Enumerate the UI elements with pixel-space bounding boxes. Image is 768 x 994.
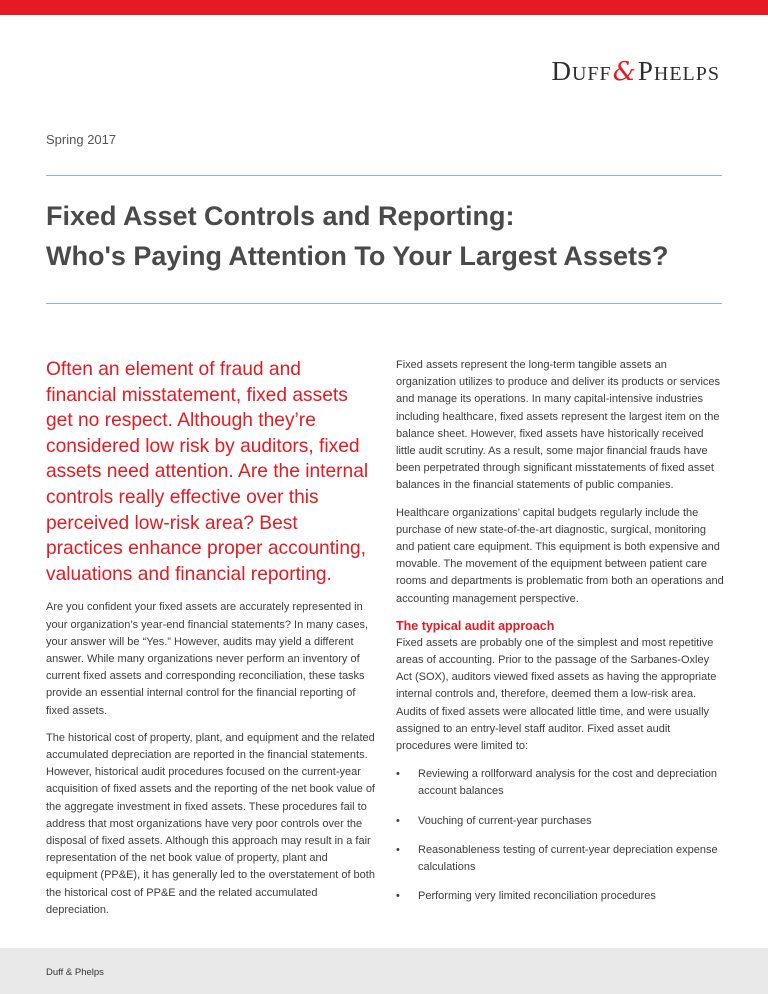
logo-text: UFF bbox=[571, 63, 612, 85]
bullet-icon: • bbox=[396, 843, 400, 856]
list-item bbox=[396, 766, 726, 800]
bullet-icon: • bbox=[396, 814, 400, 827]
body-paragraph: The historical cost of property, plant, and equipment and the related accumulated depreciation are reported in the financial statements. However, historical audit procedures focused on the current-year acquisition of fixed assets and the reporting of the net book value of the aggregate investment in fixed assets. These procedures fail to address that most organizations have very poor controls over the disposal of fixed assets. Although this approach may result in a fair representation of the net book value of property, plant and equipment (PP&E), it has generally led to the overstatement of both the historical cost of PP&E and the related accumulated depreciation. bbox=[46, 731, 375, 916]
body-paragraph: Fixed assets represent the long-term tangible assets an organization utilizes to produce and deliver its products or services and manage its operations. In many capital-intensive industries including healthcare, fixed assets represent the largest item on the balance sheet. However, fixed assets have historically received little audit scrutiny. As a result, some major financial frauds have been perpetrated through significant misstatements of fixed asset balances in the financial statements of public companies. bbox=[396, 359, 721, 492]
list-item-text: Vouching of current-year purchases bbox=[418, 814, 592, 827]
bullet-icon: • bbox=[396, 768, 400, 781]
bullet-icon: • bbox=[396, 890, 400, 903]
company-logo bbox=[551, 56, 720, 87]
lead-paragraph: Often an element of fraud and financial misstatement, fixed assets get no respect. Although they’re considered low risk by auditors, fixed assets need attention. Are the internal controls really effective over this perceived low-risk area? Best practices enhance proper accounting, valuations and financial reporting. bbox=[46, 359, 369, 585]
left-column bbox=[46, 357, 376, 929]
body-paragraph: Healthcare organizations’ capital budgets regularly include the purchase of new state-of-the-art diagnostic, surgical, monitoring and patient care equipment. This equipment is both expensive and movable. The movement of the equipment between patient care rooms and departments is problematic from both an operations and accounting management perspective. bbox=[396, 506, 724, 605]
audit-procedure-list bbox=[396, 766, 726, 905]
list-item-text: Reasonableness testing of current-year depreciation expense calculations bbox=[418, 843, 718, 874]
title-line-1: Fixed Asset Controls and Reporting: bbox=[46, 201, 515, 231]
list-item bbox=[396, 888, 726, 905]
list-item-text: Performing very limited reconciliation procedures bbox=[418, 890, 656, 903]
body-paragraph: Fixed assets are probably one of the simplest and most repetitive areas of accounting. Prior to the passage of the Sarbanes-Oxley Act (SOX), auditors viewed fixed assets as having the appropriate internal controls and, therefore, deemed them a low-risk area. Audits of fixed assets were allocated little time, and were usually assigned to an entry-level staff auditor. Fixed asset audit procedures were limited to: bbox=[396, 636, 717, 753]
body-paragraph: Are you confident your fixed assets are accurately represented in your organization’s year-end financial statements? In many cases, your answer will be “Yes.” However, audits may yield a different answer. While many organizations never perform an inventory of current fixed assets and corresponding reconciliation, these tasks provide an essential internal control for the financial reporting of fixed assets. bbox=[46, 601, 369, 717]
list-item-text: Reviewing a rollforward analysis for the cost and depreciation account balances bbox=[418, 768, 717, 798]
list-item bbox=[396, 842, 726, 876]
logo-text: HELPS bbox=[653, 63, 720, 85]
footer-company-name: Duff & Phelps bbox=[46, 967, 104, 978]
section-heading: The typical audit approach bbox=[396, 618, 555, 633]
list-item bbox=[396, 813, 726, 830]
logo-letter: P bbox=[637, 56, 654, 86]
right-column bbox=[396, 357, 726, 917]
divider-top bbox=[46, 175, 722, 176]
document-title bbox=[46, 196, 736, 276]
divider-bottom bbox=[46, 303, 722, 304]
logo-letter: D bbox=[551, 56, 572, 86]
top-accent-bar bbox=[0, 0, 768, 15]
issue-date: Spring 2017 bbox=[46, 132, 117, 147]
logo-ampersand: & bbox=[612, 57, 637, 87]
page-footer bbox=[0, 948, 768, 994]
title-line-2: Who's Paying Attention To Your Largest Assets? bbox=[46, 241, 669, 271]
